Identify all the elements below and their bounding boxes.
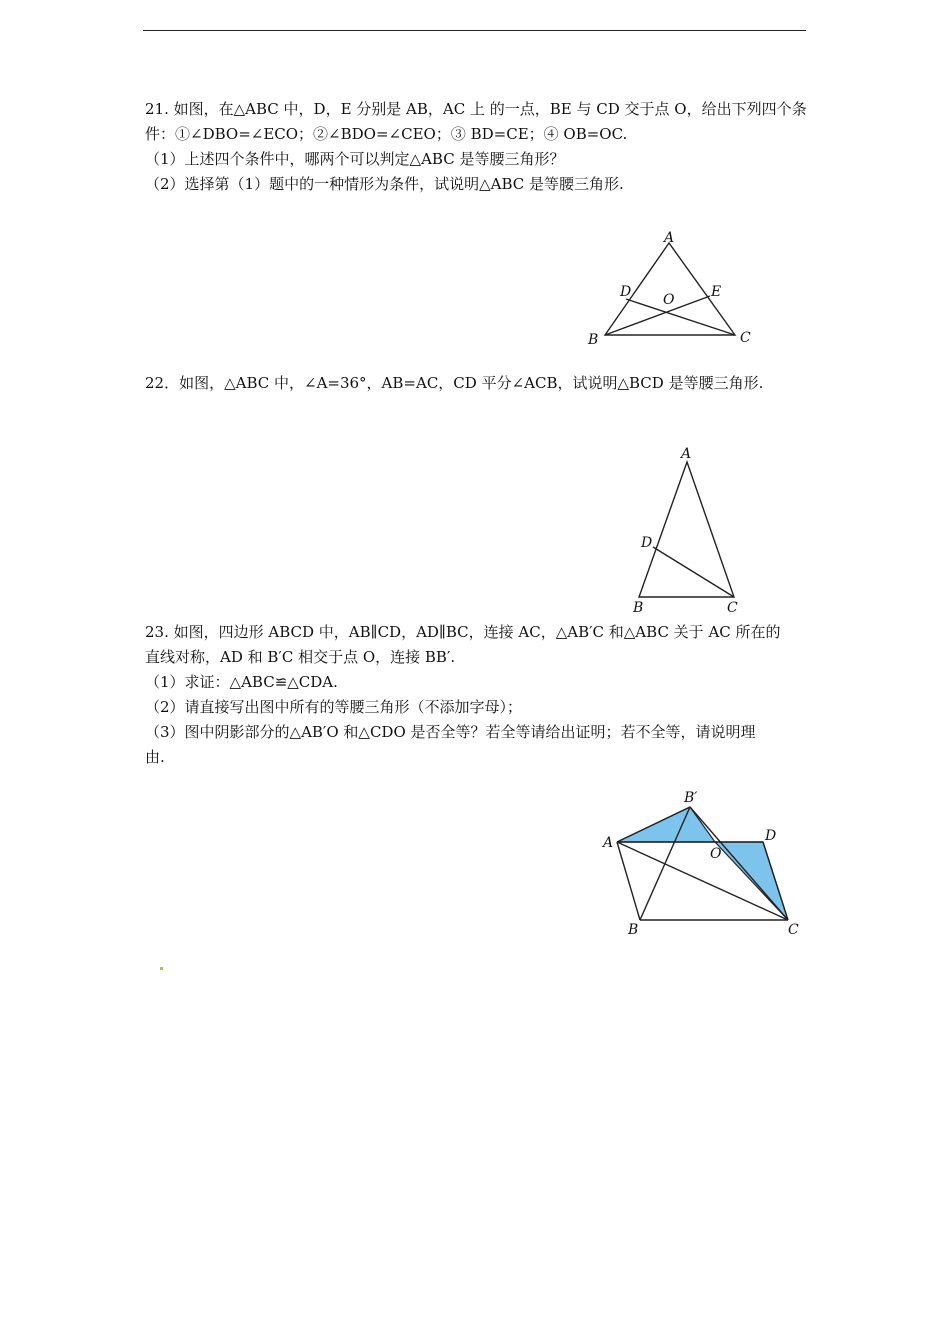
q23-part3b: 由. xyxy=(145,748,165,766)
q23-figure xyxy=(595,780,815,940)
q22-label-b: B xyxy=(633,600,644,616)
q23-part3a: （3）图中阴影部分的△AB′O 和△CDO 是否全等？若全等请给出证明；若不全等，请说明理 xyxy=(145,723,756,741)
q21-segment-be xyxy=(605,296,710,335)
q23-shaded-triangle-abpo xyxy=(617,807,715,842)
q23-line1: 23. 如图，四边形 ABCD 中，AB∥CD，AD∥BC，连接 AC，△AB′C 和△ABC 关于 AC 所在的 xyxy=(145,623,781,641)
q22-figure xyxy=(625,442,750,617)
q22-triangle-abc xyxy=(639,462,734,597)
q22-segment-cd xyxy=(653,547,734,597)
q21-figure xyxy=(580,228,760,350)
q21-label-a: A xyxy=(664,230,675,246)
q21-line2: 件：①∠DBO=∠ECO；②∠BDO=∠CEO；③ BD=CE；④ OB=OC. xyxy=(145,125,628,143)
q21-label-o: O xyxy=(663,292,675,308)
q22-label-d: D xyxy=(641,535,653,551)
q23-part1: （1）求证：△ABC≌△CDA. xyxy=(145,673,338,691)
q21-segment-cd xyxy=(626,299,735,335)
q23-label-b: B xyxy=(628,922,639,938)
q23-label-bprime: B′ xyxy=(684,790,698,806)
header-rule xyxy=(143,30,806,31)
q22-line1: 22．如图，△ABC 中，∠A=36°，AB=AC，CD 平分∠ACB，试说明△BCD 是等腰三角形. xyxy=(145,374,764,392)
q21-part2: （2）选择第（1）题中的一种情形为条件，试说明△ABC 是等腰三角形. xyxy=(145,175,624,193)
q21-part1: （1）上述四个条件中，哪两个可以判定△ABC 是等腰三角形？ xyxy=(145,150,565,168)
q21-label-c: C xyxy=(740,330,751,346)
q23-part2: （2）请直接写出图中所有的等腰三角形（不添加字母）； xyxy=(145,698,523,716)
q21-label-b: B xyxy=(588,332,599,348)
q23-label-d: D xyxy=(765,828,777,844)
q23-label-o: O xyxy=(710,846,722,862)
q23-line2: 直线对称，AD 和 B′C 相交于点 O，连接 BB′. xyxy=(145,648,456,666)
q21-label-d: D xyxy=(620,284,632,300)
q22-label-a: A xyxy=(681,446,692,462)
q23-label-c: C xyxy=(788,922,799,938)
q23-segment-bpc xyxy=(690,807,788,920)
q22-label-c: C xyxy=(727,600,738,616)
q23-segment-ba xyxy=(617,842,640,920)
q23-label-a: A xyxy=(603,835,614,851)
stray-dot xyxy=(160,967,163,970)
q21-line1: 21. 如图，在△ABC 中，D，E 分别是 AB，AC 上 的一点，BE 与 CD 交于点 O，给出下列四个条 xyxy=(145,100,807,118)
q21-label-e: E xyxy=(711,284,722,300)
